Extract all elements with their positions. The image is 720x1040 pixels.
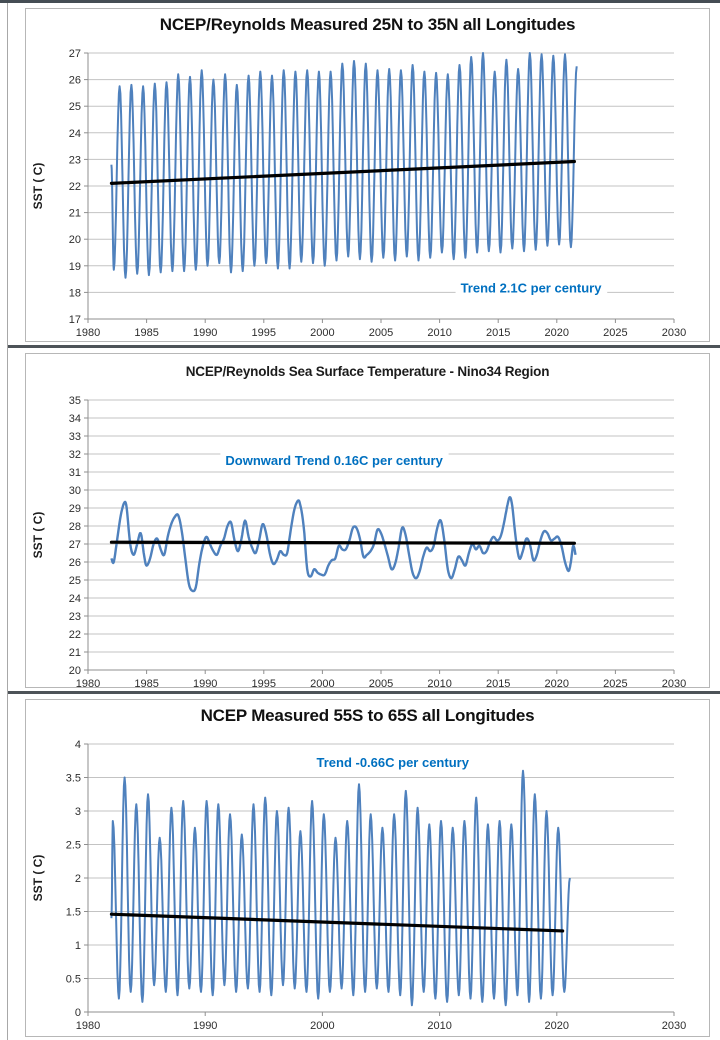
y-tick-label: 20 bbox=[68, 665, 81, 677]
series-line bbox=[111, 771, 570, 1006]
y-tick-label: 4 bbox=[74, 739, 81, 751]
trend-annotation: Trend 2.1C per century bbox=[460, 280, 602, 296]
x-tick-label: 2020 bbox=[544, 1020, 570, 1032]
x-tick-label: 2020 bbox=[544, 678, 570, 688]
x-tick-label: 2010 bbox=[427, 327, 452, 339]
x-tick-label: 2010 bbox=[427, 678, 452, 688]
y-tick-label: 2.5 bbox=[65, 839, 81, 852]
y-tick-label: 1 bbox=[74, 940, 81, 952]
y-tick-label: 27 bbox=[68, 539, 81, 551]
chart-title: NCEP Measured 55S to 65S all Longitudes bbox=[200, 706, 535, 725]
trend-line bbox=[111, 542, 574, 543]
y-tick-label: 30 bbox=[68, 485, 81, 497]
y-tick-label: 0 bbox=[74, 1007, 81, 1019]
x-tick-label: 1980 bbox=[75, 327, 101, 339]
y-tick-label: 1.5 bbox=[65, 906, 81, 919]
x-tick-label: 2015 bbox=[485, 678, 511, 688]
trend-annotation: Downward Trend 0.16C per century bbox=[225, 453, 443, 469]
chart-panel-55s-65s bbox=[8, 694, 720, 1040]
y-tick-label: 21 bbox=[68, 207, 81, 220]
x-tick-label: 1985 bbox=[134, 678, 159, 688]
y-tick-label: 2 bbox=[74, 873, 81, 885]
trend-annotation: Trend -0.66C per century bbox=[316, 754, 469, 770]
y-tick-label: 26 bbox=[68, 74, 81, 87]
x-tick-label: 1980 bbox=[75, 1020, 101, 1032]
charts-page bbox=[7, 3, 720, 1040]
chart-plot-area bbox=[26, 45, 710, 342]
y-tick-label: 18 bbox=[68, 287, 81, 300]
x-tick-label: 2000 bbox=[310, 678, 335, 688]
y-tick-label: 23 bbox=[68, 154, 81, 167]
chart-plot-area bbox=[26, 392, 710, 688]
y-axis-title: SST ( C) bbox=[31, 162, 45, 210]
y-tick-label: 22 bbox=[68, 629, 81, 641]
y-tick-label: 19 bbox=[68, 260, 81, 273]
y-tick-label: 24 bbox=[68, 127, 81, 140]
x-tick-label: 1985 bbox=[134, 327, 159, 339]
x-tick-label: 2020 bbox=[544, 327, 570, 339]
y-tick-label: 22 bbox=[68, 181, 81, 193]
y-tick-label: 25 bbox=[68, 575, 81, 587]
x-tick-label: 1990 bbox=[192, 327, 218, 339]
chart-title: NCEP/Reynolds Sea Surface Temperature - Nino34 Region bbox=[185, 364, 550, 379]
y-tick-label: 26 bbox=[68, 557, 81, 569]
chart-frame bbox=[25, 8, 710, 342]
y-tick-label: 34 bbox=[68, 413, 81, 425]
x-tick-label: 2000 bbox=[310, 1020, 335, 1032]
chart-frame bbox=[25, 353, 710, 688]
y-tick-label: 32 bbox=[68, 449, 81, 461]
x-tick-label: 1980 bbox=[75, 678, 101, 688]
y-tick-label: 35 bbox=[68, 395, 81, 407]
y-axis-title: SST ( C) bbox=[31, 511, 45, 559]
x-tick-label: 2030 bbox=[661, 678, 687, 688]
chart-panel-25n-35n bbox=[8, 3, 720, 345]
y-tick-label: 3 bbox=[74, 806, 81, 818]
chart-title: NCEP/Reynolds Measured 25N to 35N all Longitudes bbox=[159, 15, 576, 34]
x-tick-label: 2030 bbox=[661, 1020, 687, 1032]
x-tick-label: 1995 bbox=[251, 678, 277, 688]
x-tick-label: 2025 bbox=[603, 678, 628, 688]
x-tick-label: 1990 bbox=[192, 678, 218, 688]
chart-frame bbox=[25, 699, 710, 1037]
x-tick-label: 1995 bbox=[251, 327, 277, 339]
x-tick-label: 2000 bbox=[310, 327, 335, 339]
y-tick-label: 20 bbox=[68, 234, 81, 247]
chart-panel-nino34 bbox=[8, 348, 720, 691]
x-tick-label: 2015 bbox=[485, 327, 511, 339]
y-tick-label: 3.5 bbox=[65, 772, 81, 785]
x-tick-label: 2005 bbox=[368, 327, 394, 339]
x-tick-label: 2025 bbox=[603, 327, 628, 339]
y-tick-label: 27 bbox=[68, 48, 81, 60]
y-tick-label: 21 bbox=[68, 647, 81, 659]
x-tick-label: 2010 bbox=[427, 1020, 452, 1032]
y-tick-label: 25 bbox=[68, 101, 81, 114]
y-tick-label: 29 bbox=[68, 503, 81, 515]
x-tick-label: 1990 bbox=[192, 1020, 218, 1032]
y-tick-label: 17 bbox=[68, 314, 81, 326]
x-tick-label: 2030 bbox=[661, 327, 687, 339]
y-axis-title: SST ( C) bbox=[31, 854, 45, 902]
y-tick-label: 24 bbox=[68, 593, 81, 605]
y-tick-label: 28 bbox=[68, 521, 81, 533]
x-tick-label: 2005 bbox=[368, 678, 394, 688]
y-tick-label: 0.5 bbox=[65, 973, 81, 986]
y-tick-label: 33 bbox=[68, 431, 81, 443]
y-tick-label: 23 bbox=[68, 611, 81, 623]
chart-plot-area bbox=[26, 736, 710, 1037]
y-tick-label: 31 bbox=[68, 467, 81, 479]
